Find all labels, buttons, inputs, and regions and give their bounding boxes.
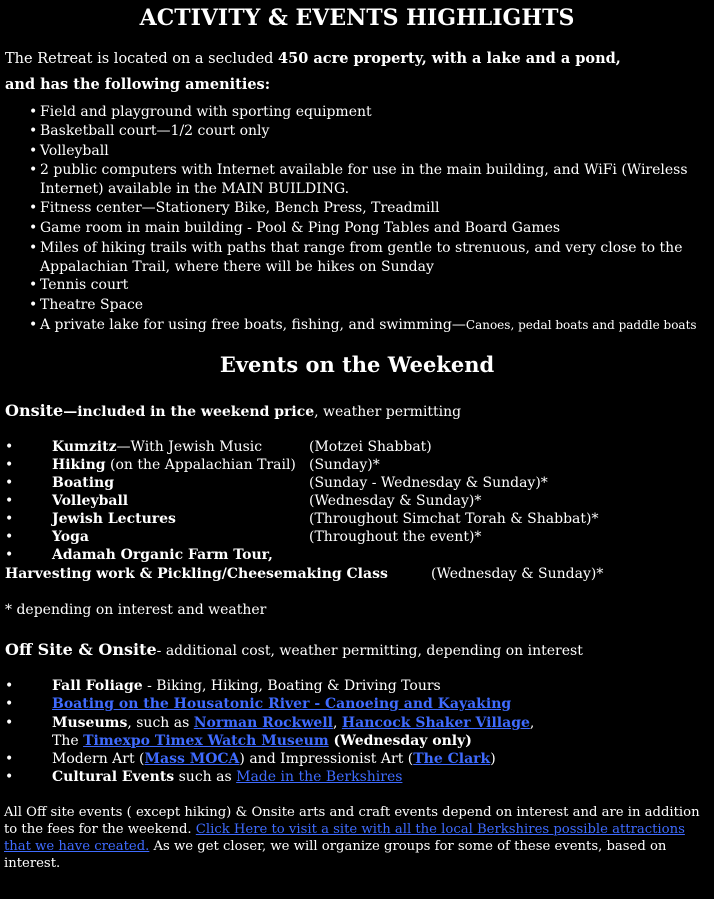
berkshires-attractions-link[interactable]: Click Here to visit a site with all the local Berkshires possible attractions that we have created. [4, 822, 685, 854]
hancock-shaker-link[interactable]: Hancock Shaker Village [341, 715, 530, 731]
amenity-item: Theatre Space [40, 297, 144, 313]
bullet: • [5, 439, 14, 455]
bullet: • [29, 220, 38, 236]
bullet: • [5, 475, 14, 491]
bullet: • [29, 143, 38, 159]
onsite-heading: Onsite—included in the weekend price, weather permitting [5, 401, 462, 420]
amenity-item: Basketball court—1/2 court only [40, 123, 270, 139]
bullet: • [29, 123, 38, 139]
amenity-item: Field and playground with sporting equipment [40, 104, 372, 120]
bullet: • [29, 277, 38, 293]
events-heading: Events on the Weekend [219, 352, 495, 377]
footer-paragraph: All Off site events ( except hiking) & Onsite arts and craft events depend on interest and are in addition to the fees for the weekend. Click Here to visit a site with all the local Berkshires possible attractions that we have created. As we get closer, we will organize groups for some of these events, based on interest. [4, 805, 700, 871]
event-when: (Wednesday & Sunday)* [309, 493, 482, 509]
amenity-item: Tennis court [40, 277, 129, 293]
offsite-item: Fall Foliage - Biking, Hiking, Boating & Driving Tours [52, 678, 441, 694]
event-name: Yoga [52, 529, 89, 545]
amenity-item: Game room in main building - Pool & Ping Pong Tables and Board Games [40, 220, 561, 236]
bullet: • [29, 240, 38, 256]
offsite-item: Modern Art (Mass MOCA) and Impressionist Art (The Clark) [52, 751, 496, 767]
made-in-berkshires-link[interactable]: Made in the Berkshires [236, 769, 403, 785]
event-name: Volleyball [52, 493, 129, 509]
event-when: (Wednesday & Sunday)* [431, 566, 604, 582]
bullet: • [5, 751, 14, 767]
amenity-item: Fitness center—Stationery Bike, Bench Press, Treadmill [40, 200, 440, 216]
bullet: • [29, 162, 38, 178]
bullet: • [5, 715, 14, 731]
timexpo-link[interactable]: Timexpo Timex Watch Museum [83, 733, 329, 749]
onsite-note: * depending on interest and weather [5, 602, 267, 618]
the-clark-link[interactable]: The Clark [413, 751, 491, 767]
bullet: • [5, 457, 14, 473]
amenity-item-cont: Internet) available in the MAIN BUILDING. [40, 181, 350, 197]
mass-moca-link[interactable]: Mass MOCA [144, 751, 240, 767]
event-when: (Sunday)* [309, 457, 380, 473]
offsite-heading: Off Site & Onsite- additional cost, weather permitting, depending on interest [5, 640, 583, 659]
offsite-item [52, 696, 511, 712]
event-when: (Sunday - Wednesday & Sunday)* [309, 475, 548, 491]
bullet: • [5, 696, 14, 712]
event-name: Jewish Lectures [52, 511, 176, 527]
offsite-item-cont: The Timexpo Timex Watch Museum (Wednesday only) [52, 733, 472, 749]
amenity-item-cont: Appalachian Trail, where there will be hikes on Sunday [40, 259, 434, 275]
event-when: (Throughout the event)* [309, 529, 482, 545]
event-when: (Throughout Simchat Torah & Shabbat)* [309, 511, 599, 527]
bullet: • [5, 769, 14, 785]
bullet: • [5, 529, 14, 545]
amenity-item: A private lake for using free boats, fishing, and swimming—Canoes, pedal boats and paddle boats [40, 317, 697, 333]
amenity-item: Volleyball [40, 143, 109, 159]
bullet: • [29, 317, 38, 333]
event-name-cont: Harvesting work & Pickling/Cheesemaking Class [5, 566, 388, 582]
bullet: • [29, 104, 38, 120]
event-when: (Motzei Shabbat) [309, 439, 432, 455]
intro-line-2: and has the following amenities: [5, 76, 271, 93]
amenity-item: Miles of hiking trails with paths that range from gentle to strenuous, and very close to the [40, 240, 683, 256]
event-name: Boating [52, 475, 114, 491]
boating-housatonic-link[interactable]: Boating on the Housatonic River - Canoeing and Kayaking [52, 696, 512, 712]
amenity-item: 2 public computers with Internet available for use in the main building, and WiFi (Wireless [40, 162, 688, 178]
intro-line-1: The Retreat is located on a secluded 450 acre property, with a lake and a pond, [5, 50, 621, 67]
event-name: Hiking (on the Appalachian Trail) [52, 457, 296, 473]
event-name: Kumzitz—With Jewish Music [52, 439, 263, 455]
bullet: • [5, 547, 14, 563]
offsite-item: Cultural Events such as Made in the Berkshires [52, 769, 403, 785]
bullet: • [29, 200, 38, 216]
norman-rockwell-link[interactable]: Norman Rockwell [193, 715, 333, 731]
page-title: ACTIVITY & EVENTS HIGHLIGHTS [139, 5, 575, 31]
event-name: Adamah Organic Farm Tour, [52, 547, 273, 563]
bullet: • [5, 493, 14, 509]
bullet: • [5, 678, 14, 694]
bullet: • [29, 297, 38, 313]
offsite-item: Museums, such as Norman Rockwell, Hancock Shaker Village, [52, 715, 535, 731]
bullet: • [5, 511, 14, 527]
